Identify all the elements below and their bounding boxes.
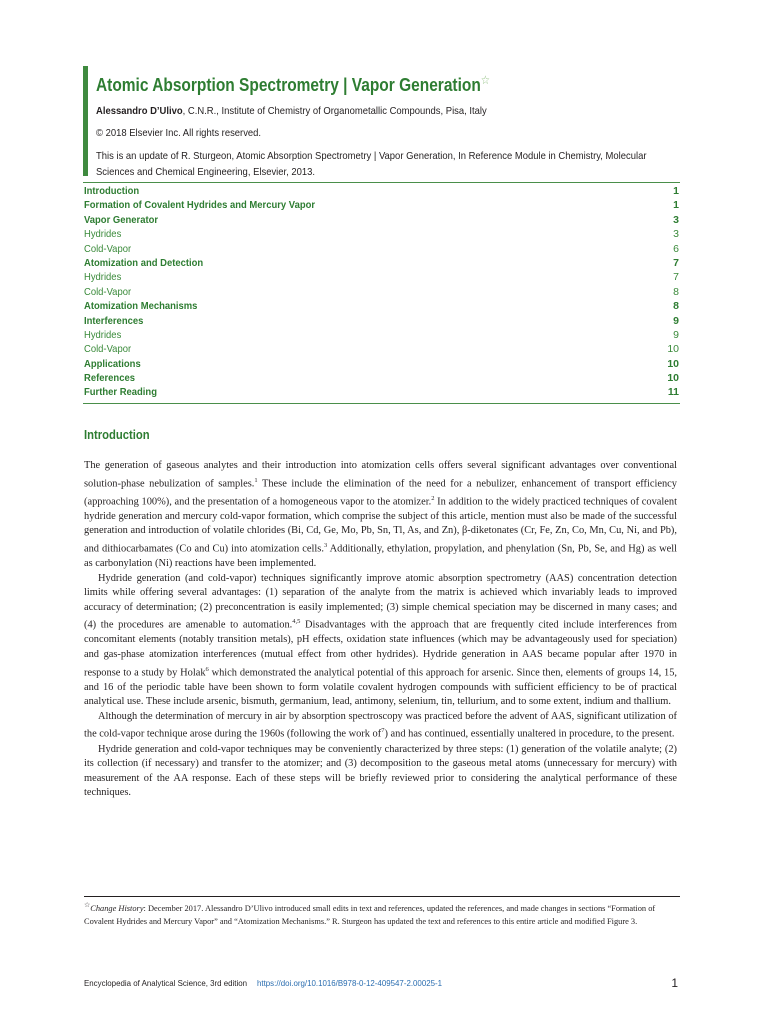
toc-entry[interactable] bbox=[84, 213, 679, 227]
toc-entry[interactable] bbox=[84, 285, 679, 299]
toc-entry-page: 9 bbox=[673, 328, 679, 341]
paragraph-text: Although the determination of mercury in air by absorption spectroscopy was practiced before the advent of AAS, significant utilization of the cold-vapor technique arose during the 1960s (following the work of bbox=[84, 710, 677, 740]
toc-entry-label: Applications bbox=[84, 357, 141, 370]
toc-entry-page: 1 bbox=[673, 199, 679, 212]
body-paragraph bbox=[84, 572, 677, 710]
toc-entry-label: Cold-Vapor bbox=[84, 343, 132, 356]
toc-entry-label: Hydrides bbox=[84, 228, 122, 241]
toc-entry-label: Atomization Mechanisms bbox=[84, 300, 198, 313]
page-number: 1 bbox=[671, 976, 678, 990]
toc-entry-page: 10 bbox=[667, 357, 679, 370]
body-paragraph bbox=[84, 710, 677, 743]
toc-entry-label: Interferences bbox=[84, 314, 144, 327]
reference-marker[interactable]: 7 bbox=[381, 727, 385, 735]
toc-entry-page: 6 bbox=[673, 242, 679, 255]
section-body bbox=[84, 459, 677, 801]
toc-entry[interactable] bbox=[84, 242, 679, 256]
toc-entry-label: Formation of Covalent Hydrides and Mercury Vapor bbox=[84, 199, 316, 212]
toc-entry-page: 9 bbox=[673, 314, 679, 327]
footnote-text: : December 2017. Alessandro D’Ulivo introduced small edits in text and references, updated the references, and made changes in sections “Formation of Covalent Hydrides and Mercury Vapor” and “Atomization Mechanisms.” R. Sturgeon has updated the text and references to this entire article and modified Figure 3. bbox=[84, 903, 656, 926]
toc-entry[interactable] bbox=[84, 184, 679, 198]
paragraph-text: which demonstrated the analytical potential of this approach for arsenic. Since then, elements of groups 14, 15, and 16 of the periodic table have been shown to form volatile covalent hydrogen compounds with sufficient efficiency to be of practical analytical use. These include arsenic, bismuth, germanium, lead, antimony, selenium, tin, tellurium, and to some extent, indium and thallium. bbox=[84, 667, 678, 708]
toc-entry-label: Atomization and Detection bbox=[84, 256, 204, 269]
author-affiliation: , C.N.R., Institute of Chemistry of Organometallic Compounds, Pisa, Italy bbox=[182, 105, 487, 117]
toc-entry[interactable] bbox=[84, 342, 679, 356]
toc-top-rule bbox=[83, 182, 680, 183]
reference-marker[interactable]: 1 bbox=[254, 476, 258, 484]
toc-entry-label: Hydrides bbox=[84, 271, 122, 284]
table-of-contents bbox=[84, 184, 679, 400]
reference-marker[interactable]: 4,5 bbox=[292, 618, 301, 626]
toc-entry-label: Cold-Vapor bbox=[84, 242, 132, 255]
toc-entry-label: Hydrides bbox=[84, 328, 122, 341]
article-title bbox=[96, 66, 598, 99]
article-header bbox=[96, 66, 680, 180]
toc-entry[interactable] bbox=[84, 357, 679, 371]
toc-entry[interactable] bbox=[84, 371, 679, 385]
footnote-rule bbox=[84, 896, 680, 897]
footnote bbox=[84, 899, 680, 928]
update-note: This is an update of R. Sturgeon, Atomic Absorption Spectrometry | Vapor Generation, In Reference Module in Chemistry, Molecular Sciences and Chemical Engineering, Elsevier, 2013. bbox=[96, 150, 647, 178]
toc-entry[interactable] bbox=[84, 256, 679, 270]
body-paragraph bbox=[84, 459, 677, 572]
body-paragraph bbox=[84, 743, 677, 801]
toc-entry[interactable] bbox=[84, 270, 679, 284]
toc-bottom-rule bbox=[83, 403, 680, 404]
toc-entry[interactable] bbox=[84, 328, 679, 342]
toc-entry[interactable] bbox=[84, 198, 679, 212]
paragraph-text: In addition to the widely practiced techniques of covalent hydride generation and mercury cold-vapor formation, which comprise the subject of this article, mention must also be made of the successful generation and introduction of volatile chlorides (Bi, Cd, Ge, Mo, Pb, Sn, Tl, As, and Zn), β-diketonates (Cr, Fe, Zn, Co, Mn, Cu, Ni, and Pb), and dithiocarbamates (Co and Cu) into atomization cells. bbox=[84, 496, 677, 555]
toc-entry-label: Vapor Generator bbox=[84, 213, 159, 226]
toc-entry-page: 10 bbox=[667, 343, 679, 356]
copyright-notice: © 2018 Elsevier Inc. All rights reserved. bbox=[96, 127, 262, 139]
title-star-icon[interactable]: ☆ bbox=[480, 73, 491, 87]
article-title-text: Atomic Absorption Spectrometry | Vapor Generation bbox=[96, 75, 481, 95]
toc-entry-page: 8 bbox=[673, 285, 679, 298]
toc-entry-page: 8 bbox=[673, 300, 679, 313]
toc-entry[interactable] bbox=[84, 299, 679, 313]
toc-entry-page: 1 bbox=[673, 185, 679, 197]
toc-entry-page: 10 bbox=[667, 372, 679, 385]
paragraph-text: ) and has continued, essentially unaltered in procedure, to the present. bbox=[384, 728, 675, 740]
toc-entry-page: 7 bbox=[673, 256, 679, 269]
page-footer bbox=[84, 976, 680, 990]
reference-marker[interactable]: 3 bbox=[323, 541, 328, 549]
paragraph-text: Disadvantages with the approach that are frequently cited include interferences from concomitant elements (notably transition metals), pH effects, oxidation state influences (which may be advantageously used for speciation) and gas-phase atomization interferences (mutual effect from other hydrides). Hydride generation in AAS became popular after 1970 in response to a study by Holak bbox=[84, 619, 677, 679]
footnote-label: Change History bbox=[90, 903, 144, 913]
toc-entry[interactable] bbox=[84, 385, 679, 399]
header-accent-bar bbox=[83, 66, 88, 176]
paragraph-text: Hydride generation (and cold-vapor) techniques significantly improve atomic absorption spectrometry (AAS) concentration detection limits while offering several advantages: (1) separation of the analyte from the matrix is achieved which invariably leads to improved accuracy of determination; (2) preconcentration is easily implemented; (3) simple chemical speciation may be discerned in many cases; and (4) the procedures are amenable to automation. bbox=[84, 572, 677, 631]
author-name: Alessandro D’Ulivo bbox=[96, 105, 183, 117]
reference-marker[interactable]: 2 bbox=[431, 494, 435, 502]
footnote-star-icon: ☆ bbox=[84, 901, 91, 909]
paragraph-text: The generation of gaseous analytes and their introduction into atomization cells offers several significant advantages over conventional solution-phase nebulization of samples. bbox=[84, 460, 677, 490]
journal-name: Encyclopedia of Analytical Science, 3rd edition bbox=[84, 978, 248, 988]
paragraph-text: These include the elimination of the need for a nebulizer, enhancement of transport efficiency (approaching 100%), and the presentation of a homogeneous vapor to the atomizer. bbox=[84, 478, 677, 508]
toc-entry-label: Introduction bbox=[84, 185, 140, 197]
toc-entry[interactable] bbox=[84, 314, 679, 328]
toc-entry-page: 7 bbox=[673, 271, 679, 284]
doi-link[interactable]: https://doi.org/10.1016/B978-0-12-409547-2.00025-1 bbox=[257, 978, 443, 988]
toc-entry-page: 3 bbox=[673, 228, 679, 241]
toc-entry-label: References bbox=[84, 372, 135, 385]
paragraph-text: Additionally, ethylation, propylation, and phenylation (Sn, Pb, Se, and Hg) as well as carbonylation (Ni) reactions have been implemented. bbox=[84, 543, 677, 569]
reference-marker[interactable]: 6 bbox=[205, 665, 209, 673]
toc-entry-page: 3 bbox=[673, 213, 679, 226]
toc-entry[interactable] bbox=[84, 227, 679, 241]
section-heading: Introduction bbox=[84, 428, 150, 442]
author-line bbox=[96, 105, 622, 117]
paragraph-text: Hydride generation and cold-vapor techniques may be conveniently characterized by three steps: (1) generation of the volatile analyte; (2) its collection (if necessary) and transfer to the atomizer; and (3) decomposition to the gaseous metal atoms (unnecessary for mercury) with measurement of the AA response. Each of these steps will be briefly reviewed prior to considering the analytical performance of these techniques. bbox=[84, 743, 677, 799]
toc-entry-label: Further Reading bbox=[84, 386, 157, 399]
toc-entry-label: Cold-Vapor bbox=[84, 285, 132, 298]
toc-entry-page: 11 bbox=[667, 386, 679, 399]
